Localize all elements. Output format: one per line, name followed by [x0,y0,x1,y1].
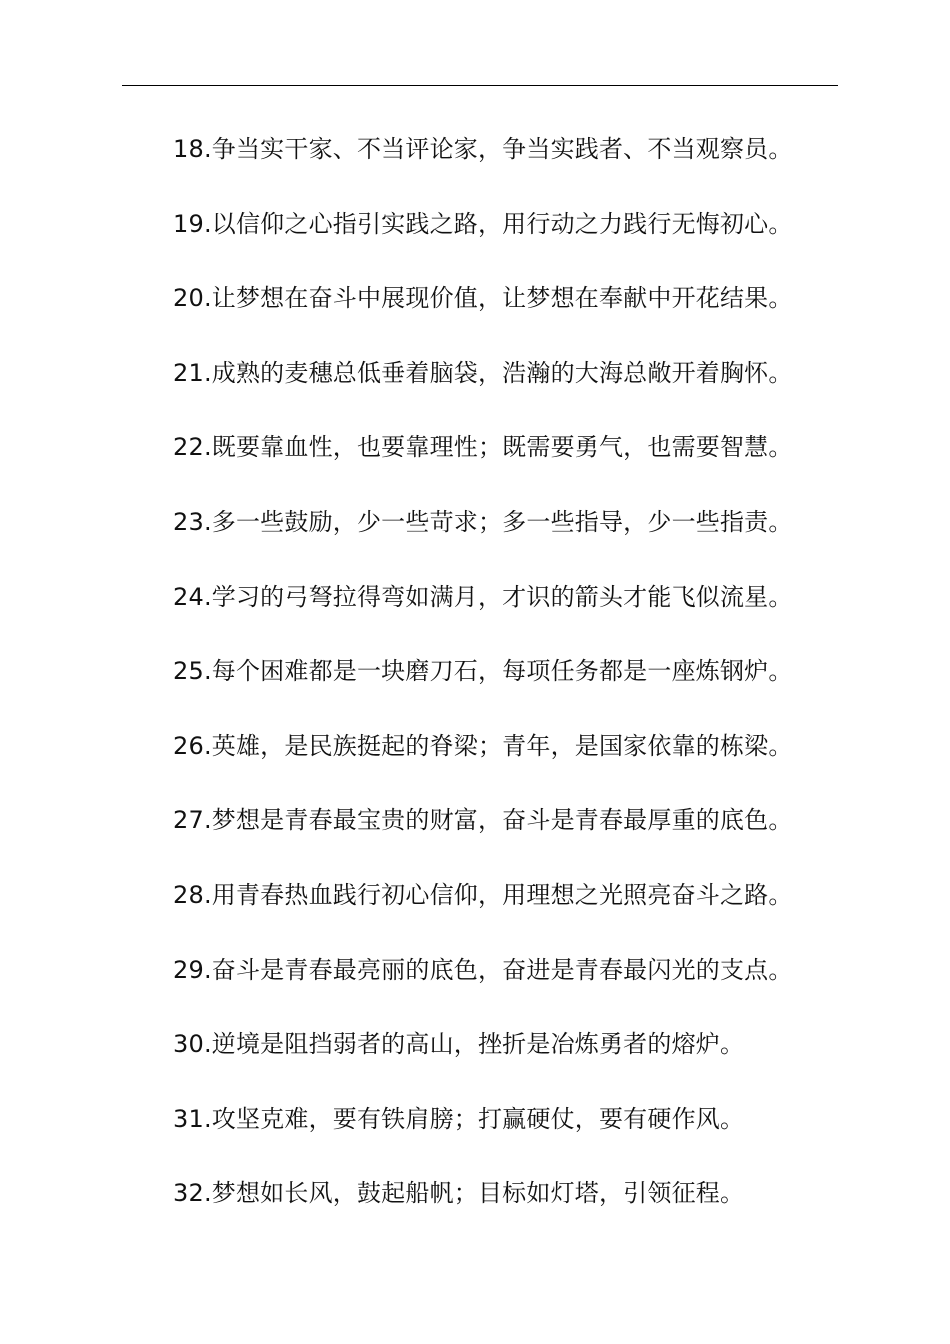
header-rule [122,85,838,86]
quote-line: 24.学习的弓弩拉得弯如满月，才识的箭头才能飞似流星。 [173,582,793,611]
quote-line: 20.让梦想在奋斗中展现价值，让梦想在奉献中开花结果。 [173,284,793,313]
quote-list [173,128,853,1247]
quote-line: 30.逆境是阻挡弱者的高山，挫折是冶炼勇者的熔炉。 [173,1030,745,1059]
quote-line: 26.英雄，是民族挺起的脊梁；青年，是国家依靠的栋梁。 [173,731,793,760]
quote-line: 31.攻坚克难，要有铁肩膀；打赢硬仗，要有硬作风。 [173,1104,745,1133]
quote-line: 28.用青春热血践行初心信仰，用理想之光照亮奋斗之路。 [173,880,793,909]
quote-line: 22.既要靠血性，也要靠理性；既需要勇气，也需要智慧。 [173,433,793,462]
quote-line: 21.成熟的麦穗总低垂着脑袋，浩瀚的大海总敞开着胸怀。 [173,358,793,387]
quote-line: 27.梦想是青春最宝贵的财富，奋斗是青春最厚重的底色。 [173,806,793,835]
quote-line: 32.梦想如长风，鼓起船帆；目标如灯塔，引领征程。 [173,1179,745,1208]
quote-line: 25.每个困难都是一块磨刀石，每项任务都是一座炼钢炉。 [173,657,793,686]
quote-line: 23.多一些鼓励，少一些苛求；多一些指导，少一些指责。 [173,507,793,536]
quote-line: 19.以信仰之心指引实践之路，用行动之力践行无悔初心。 [173,209,793,238]
quote-line: 29.奋斗是青春最亮丽的底色，奋进是青春最闪光的支点。 [173,955,793,984]
quote-line: 18.争当实干家、不当评论家，争当实践者、不当观察员。 [173,135,793,163]
